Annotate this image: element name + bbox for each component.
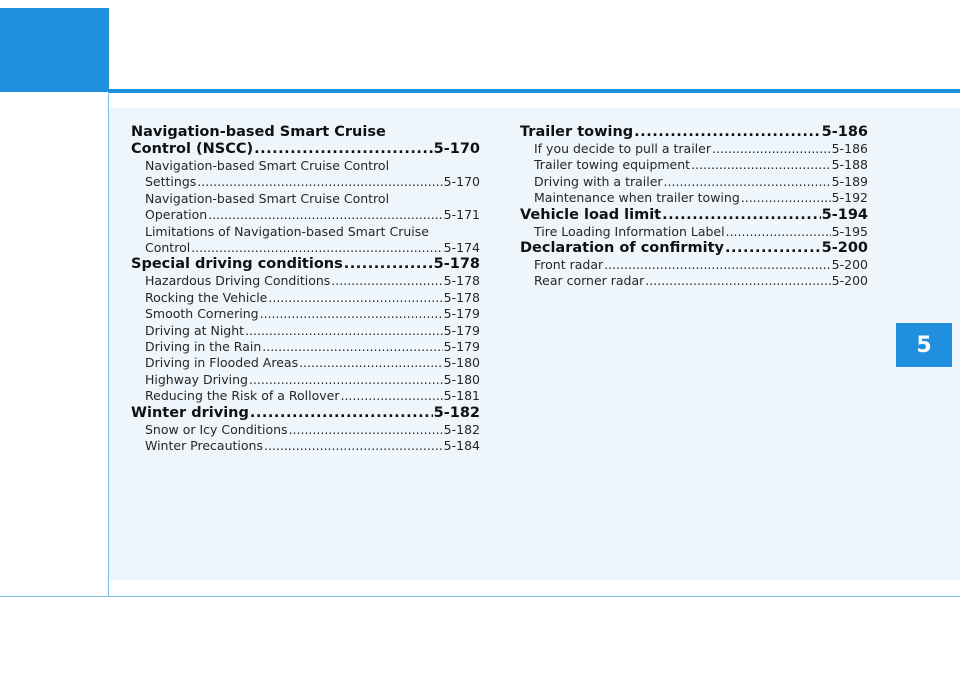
toc-entry-title: Front radar <box>534 257 604 273</box>
toc-entry-title: Driving in the Rain <box>145 339 262 355</box>
toc-page-number: 5-200 <box>831 257 868 273</box>
toc-page-number: 5-194 <box>821 206 868 223</box>
toc-entry-title: Maintenance when trailer towing <box>534 190 740 206</box>
toc-subsection-entry[interactable] <box>131 290 480 306</box>
toc-entry-title: Control <box>145 240 191 256</box>
toc-entry-row <box>534 157 868 173</box>
toc-subsection-entry[interactable] <box>131 422 480 438</box>
toc-entry-row <box>145 240 480 256</box>
toc-subsection-entry[interactable] <box>131 224 480 257</box>
toc-page-number: 5-178 <box>443 273 480 289</box>
toc-entry-title: Rear corner radar <box>534 273 645 289</box>
toc-entry-row <box>145 388 480 404</box>
toc-subsection-entry[interactable] <box>131 372 480 388</box>
toc-subsection-entry[interactable] <box>131 339 480 355</box>
toc-entry-title: Driving in Flooded Areas <box>145 355 299 371</box>
toc-entry-title: Trailer towing equipment <box>534 157 691 173</box>
dot-leader <box>250 405 433 422</box>
dot-leader <box>249 372 443 388</box>
toc-entry-row <box>145 438 480 454</box>
dot-leader <box>268 290 442 306</box>
toc-page-number: 5-200 <box>831 273 868 289</box>
toc-entry-row <box>145 323 480 339</box>
toc-entry-row <box>145 290 480 306</box>
toc-page-number: 5-178 <box>433 256 480 273</box>
toc-entry-row <box>520 240 868 257</box>
toc-page-number: 5-182 <box>443 421 480 437</box>
toc-page-number: 5-184 <box>443 438 480 454</box>
toc-entry-row <box>145 273 480 289</box>
toc-page-number: 5-170 <box>443 174 480 190</box>
dot-leader <box>264 438 443 454</box>
dot-leader <box>340 388 442 404</box>
toc-page-number: 5-180 <box>443 355 480 371</box>
toc-entry-row <box>145 422 480 438</box>
dot-leader <box>741 190 831 206</box>
dot-leader <box>245 323 443 339</box>
dot-leader <box>260 306 443 322</box>
toc-page-number: 5-179 <box>443 322 480 338</box>
toc-entry-title: Driving at Night <box>145 322 245 338</box>
toc-entry-title: Control (NSCC) <box>131 141 254 157</box>
toc-entry-row <box>534 174 868 190</box>
toc-section-entry[interactable] <box>131 405 480 422</box>
toc-subsection-entry[interactable] <box>520 190 868 206</box>
dot-leader <box>604 257 831 273</box>
dot-leader <box>197 174 442 190</box>
toc-subsection-entry[interactable] <box>131 306 480 322</box>
toc-page-number: 5-188 <box>831 157 868 173</box>
corner-color-block <box>0 8 109 92</box>
toc-entry-row <box>145 174 480 190</box>
toc-entry-title: Hazardous Driving Conditions <box>145 273 331 289</box>
toc-subsection-entry[interactable] <box>131 158 480 191</box>
toc-page-number: 5-182 <box>433 404 480 421</box>
toc-subsection-entry[interactable] <box>131 323 480 339</box>
dot-leader <box>662 207 821 224</box>
dot-leader <box>691 157 831 173</box>
toc-subsection-entry[interactable] <box>520 273 868 289</box>
toc-entry-title: Tire Loading Information Label <box>534 223 725 239</box>
dot-leader <box>191 240 442 256</box>
dot-leader <box>262 339 442 355</box>
toc-section-entry[interactable] <box>131 124 480 158</box>
toc-page-number: 5-200 <box>821 240 868 257</box>
toc-page-number: 5-170 <box>433 141 480 157</box>
dot-leader <box>331 273 442 289</box>
toc-subsection-entry[interactable] <box>520 157 868 173</box>
toc-page-number: 5-181 <box>443 388 480 404</box>
toc-entry-title: Winter Precautions <box>145 438 263 454</box>
toc-subsection-entry[interactable] <box>520 141 868 157</box>
toc-section-entry[interactable] <box>520 124 868 141</box>
dot-leader <box>645 273 830 289</box>
toc-section-entry[interactable] <box>131 256 480 273</box>
toc-entry-title: Reducing the Risk of a Rollover <box>145 388 340 404</box>
toc-entry-title: Special driving conditions <box>131 256 343 273</box>
toc-page-number: 5-179 <box>443 339 480 355</box>
toc-subsection-entry[interactable] <box>520 174 868 190</box>
toc-subsection-entry[interactable] <box>520 224 868 240</box>
toc-entry-row <box>145 306 480 322</box>
dot-leader <box>712 141 831 157</box>
dot-leader <box>208 207 442 223</box>
toc-subsection-entry[interactable] <box>131 355 480 371</box>
toc-subsection-entry[interactable] <box>131 273 480 289</box>
toc-entry-title: Smooth Cornering <box>145 306 259 322</box>
toc-entry-title: Operation <box>145 207 208 223</box>
dot-leader <box>725 240 821 257</box>
toc-entry-row <box>534 257 868 273</box>
toc-entry-row <box>131 256 480 273</box>
toc-page-number: 5-171 <box>443 207 480 223</box>
toc-page-number: 5-174 <box>443 240 480 256</box>
dot-leader <box>634 124 820 141</box>
toc-page-number: 5-186 <box>821 124 868 140</box>
dot-leader <box>664 174 831 190</box>
toc-entry-title: Winter driving <box>131 404 249 421</box>
toc-entry-row <box>534 190 868 206</box>
toc-entry-row <box>145 355 480 371</box>
toc-page-number: 5-180 <box>443 371 480 387</box>
footer-rule <box>0 596 960 597</box>
toc-entry-row <box>131 141 480 158</box>
dot-leader <box>344 256 433 273</box>
toc-entry-row <box>145 372 480 388</box>
chapter-tab[interactable]: 5 <box>896 323 952 367</box>
toc-entry-title: Driving with a trailer <box>534 173 663 189</box>
toc-entry-title: Highway Driving <box>145 371 248 387</box>
toc-right-column <box>520 124 868 290</box>
toc-page-number: 5-195 <box>831 223 868 239</box>
toc-subsection-entry[interactable] <box>131 438 480 454</box>
toc-entry-row <box>145 207 480 223</box>
toc-entry-row <box>520 124 868 141</box>
toc-entry-row <box>520 207 868 224</box>
toc-entry-row <box>145 339 480 355</box>
toc-entry-title: Vehicle load limit <box>520 206 662 223</box>
toc-entry-title-line: Limitations of Navigation-based Smart Cruise <box>145 223 429 239</box>
toc-subsection-entry[interactable] <box>131 388 480 404</box>
toc-entry-title: Trailer towing <box>520 124 634 140</box>
dot-leader <box>726 224 831 240</box>
toc-page-number: 5-186 <box>831 141 868 156</box>
toc-entry-title-line: Navigation-based Smart Cruise Control <box>145 158 390 173</box>
toc-page-number: 5-189 <box>831 173 868 189</box>
toc-entry-row <box>534 141 868 157</box>
toc-subsection-entry[interactable] <box>520 257 868 273</box>
dot-leader <box>254 141 433 158</box>
toc-entry-title: Snow or Icy Conditions <box>145 421 288 437</box>
toc-page-number: 5-178 <box>443 289 480 305</box>
toc-section-entry[interactable] <box>520 240 868 257</box>
dot-leader <box>289 422 443 438</box>
toc-entry-row <box>131 405 480 422</box>
toc-entry-title-line: Navigation-based Smart Cruise Control <box>145 190 390 206</box>
toc-page-number: 5-179 <box>443 306 480 322</box>
toc-entry-row <box>534 273 868 289</box>
toc-entry-title: If you decide to pull a trailer <box>534 141 711 156</box>
toc-entry-title: Settings <box>145 174 197 190</box>
toc-entry-title-line: Navigation-based Smart Cruise <box>131 124 386 140</box>
toc-entry-title: Declaration of confirmity <box>520 240 724 257</box>
header-rule <box>109 89 960 93</box>
toc-subsection-entry[interactable] <box>131 191 480 224</box>
toc-entry-row <box>534 224 868 240</box>
toc-section-entry[interactable] <box>520 207 868 224</box>
dot-leader <box>299 355 443 371</box>
toc-left-column <box>131 124 480 455</box>
toc-entry-title: Rocking the Vehicle <box>145 289 268 305</box>
toc-page-number: 5-192 <box>831 190 868 206</box>
